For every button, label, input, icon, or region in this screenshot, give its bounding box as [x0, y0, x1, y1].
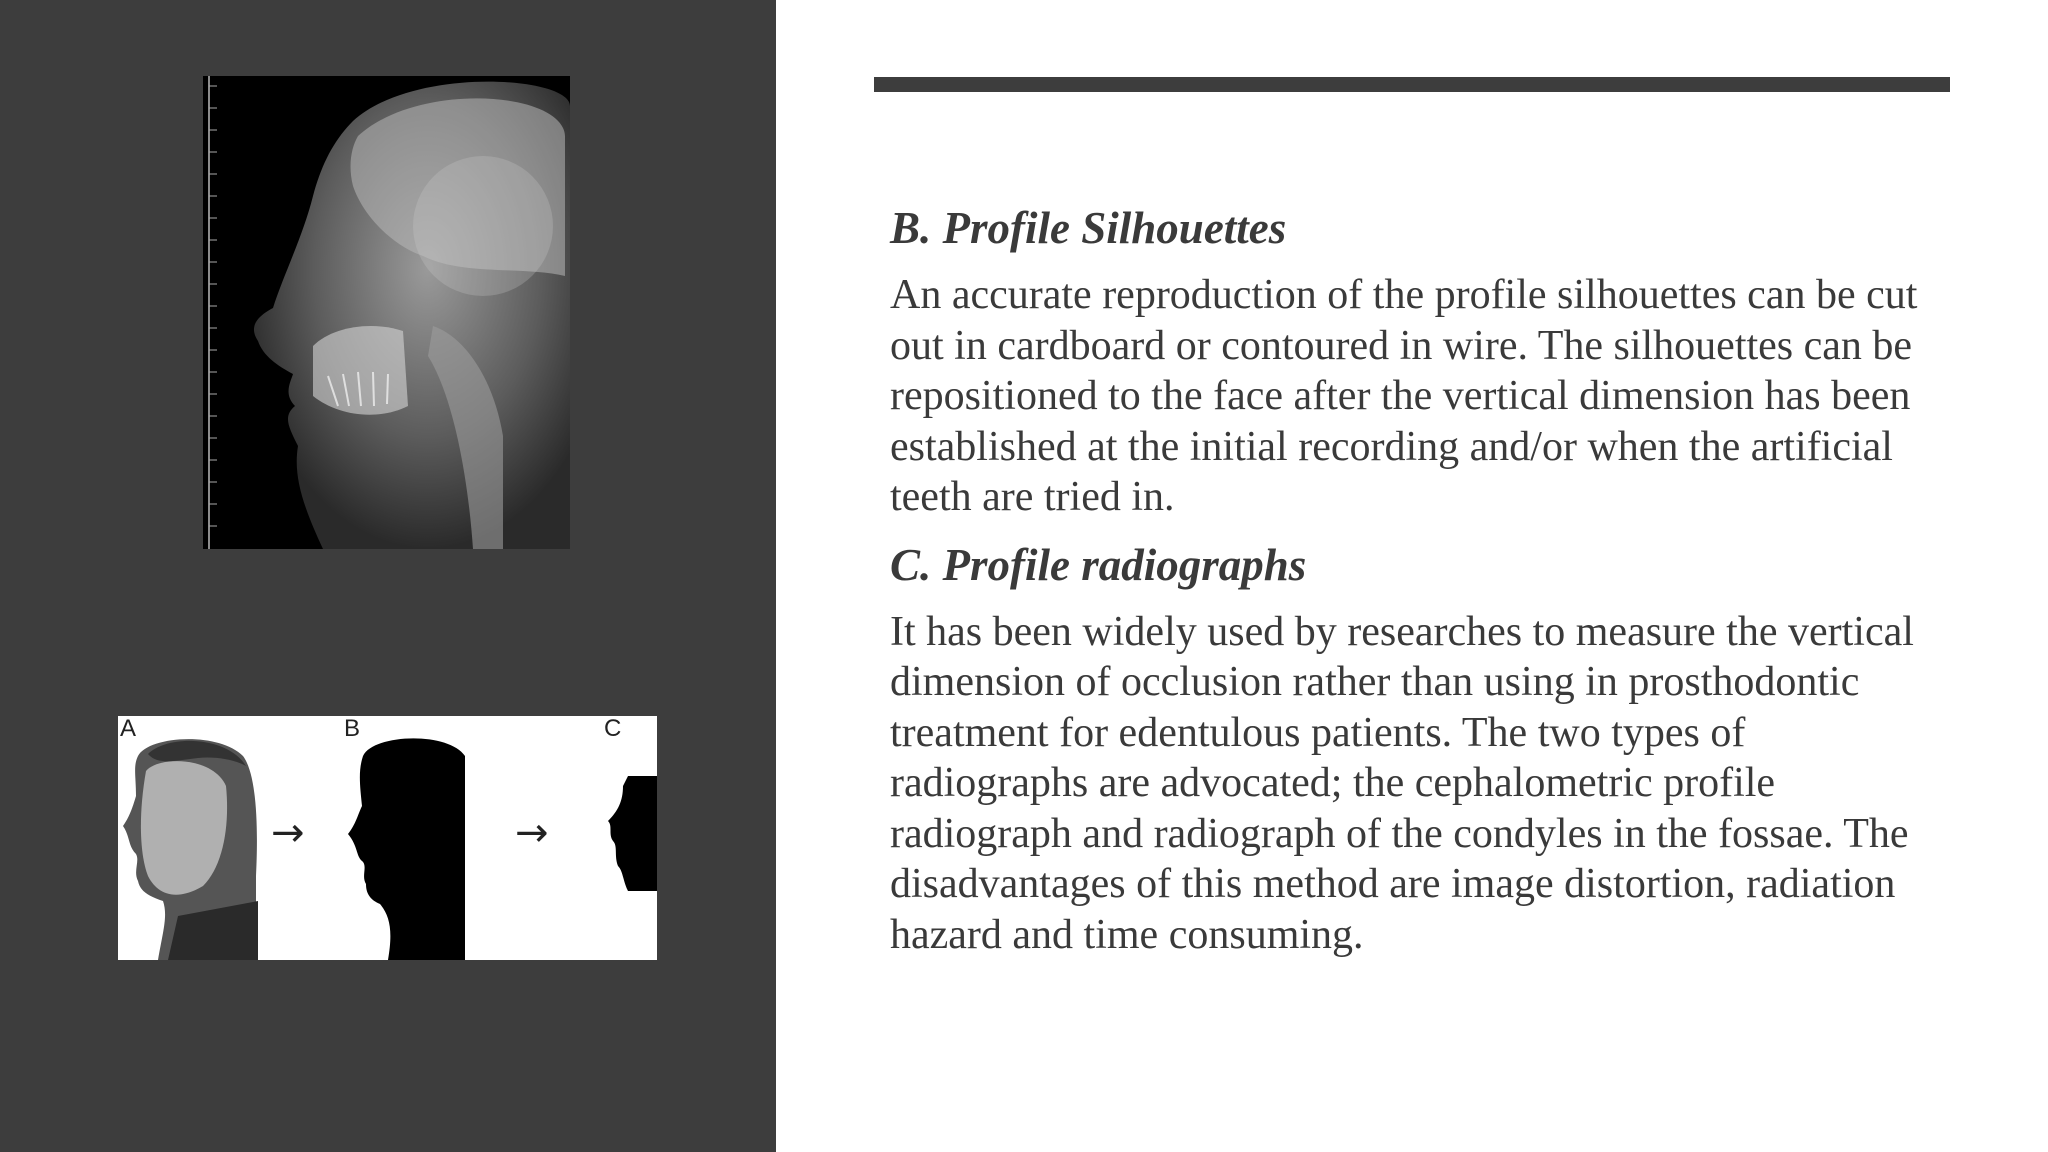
section-b-body: An accurate reproduction of the profile silhouettes can be cut out in cardboard or contoured in wire. The silhouettes can be repositioned to the face after the vertical dimension has been established at the initial recording and/or when the artificial teeth are tried in.	[890, 272, 1918, 520]
xray-drawing	[203, 76, 570, 549]
section-c-heading: C. Profile radiographs	[890, 539, 1307, 590]
profile-silhouette-figure	[118, 716, 657, 960]
panel-label-a: A	[120, 716, 137, 742]
section-c-body: It has been widely used by researches to measure the vertical dimension of occlusion rather than using in prosthodontic treatment for edentulous patients. The two types of radiographs are advocated; the cephalometric profile radiograph and radiograph of the condyles in the fossae. The disadvantages of this method are image distortion, radiation hazard and time consuming.	[890, 608, 1914, 958]
silhouette-drawing	[118, 716, 657, 960]
text-content	[890, 200, 1930, 974]
left-image-panel	[0, 0, 776, 1152]
arrow-b-to-c: →	[515, 810, 549, 856]
arrow-a-to-b: →	[271, 810, 305, 856]
panel-label-c: C	[604, 716, 622, 742]
cephalometric-xray-image	[203, 76, 570, 549]
section-b-heading: B. Profile Silhouettes	[890, 203, 1287, 253]
panel-label-b: B	[344, 716, 361, 742]
top-divider-bar	[874, 77, 1950, 92]
